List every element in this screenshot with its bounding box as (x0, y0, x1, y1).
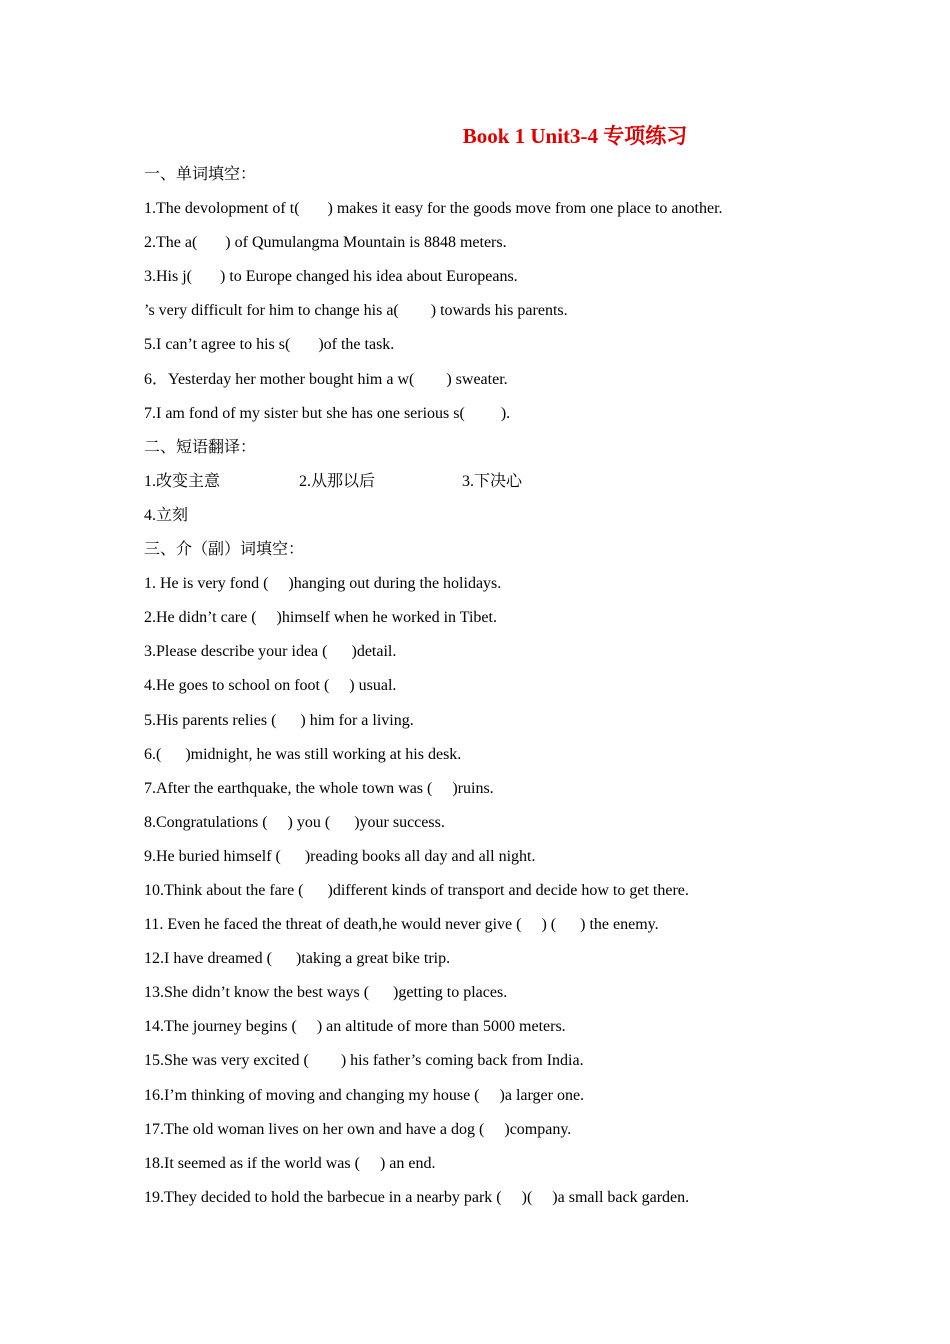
section-heading-word-fill: 一、单词填空： (144, 166, 257, 183)
exercise-item: 1. He is very fond ( )hanging out during the holidays. (144, 575, 502, 593)
phrase-row (144, 465, 844, 499)
phrase-item: 3.下决心 (462, 472, 523, 490)
page-title: Book 1 Unit3-4 专项练习 (462, 124, 688, 148)
exercise-item: 14.The journey begins ( ) an altitude of more than 5000 meters. (144, 1018, 566, 1036)
exercise-item: 5.His parents relies ( ) him for a living. (144, 711, 414, 729)
exercise-item: 15.She was very excited ( ) his father’s coming back from India. (144, 1052, 584, 1070)
exercise-item: 2.He didn’t care ( )himself when he worked in Tibet. (144, 609, 497, 627)
phrase-item: 2.从那以后 (299, 472, 376, 490)
exercise-item: 7.I am fond of my sister but she has one serious s( ). (144, 404, 511, 422)
exercise-item: 6．Yesterday her mother bought him a w( ) sweater. (144, 370, 508, 388)
exercise-item: 1.The devolopment of t( ) makes it easy for the goods move from one place to another. (144, 200, 723, 218)
exercise-item: 3.His j( ) to Europe changed his idea about Europeans. (144, 268, 518, 286)
exercise-item: 11. Even he faced the threat of death,he would never give ( ) ( ) the enemy. (144, 916, 659, 934)
exercise-item: 17.The old woman lives on her own and have a dog ( )company. (144, 1120, 572, 1138)
exercise-item: 19.They decided to hold the barbecue in a nearby park ( )( )a small back garden. (144, 1188, 690, 1206)
exercise-item: 7.After the earthquake, the whole town was ( )ruins. (144, 779, 494, 797)
exercise-item: 8.Congratulations ( ) you ( )your success. (144, 813, 445, 831)
exercise-item: 18.It seemed as if the world was ( ) an end. (144, 1154, 436, 1172)
worksheet-body (144, 158, 844, 1215)
phrase-item: 4.立刻 (144, 506, 189, 524)
exercise-item: 10.Think about the fare ( )different kinds of transport and decide how to get there. (144, 881, 689, 899)
phrase-item: 1.改变主意 (144, 472, 221, 490)
section-heading-preposition-fill: 三、介（副）词填空： (144, 541, 305, 559)
exercise-item: 4.He goes to school on foot ( ) usual. (144, 677, 397, 695)
phrase-row (144, 499, 844, 533)
exercise-item: 5.I can’t agree to his s( )of the task. (144, 336, 395, 354)
exercise-item: 2.The a( ) of Qumulangma Mountain is 8848 meters. (144, 234, 507, 252)
exercise-item: 3.Please describe your idea ( )detail. (144, 643, 397, 661)
exercise-item: 16.I’m thinking of moving and changing my house ( )a larger one. (144, 1086, 585, 1104)
exercise-item: 9.He buried himself ( )reading books all day and all night. (144, 847, 536, 865)
exercise-item: 6.( )midnight, he was still working at his desk. (144, 745, 462, 763)
exercise-item: ’s very difficult for him to change his a( ) towards his parents. (144, 302, 568, 320)
section-heading-phrase-translation: 二、短语翻译： (144, 438, 257, 456)
exercise-item: 13.She didn’t know the best ways ( )getting to places. (144, 984, 508, 1002)
exercise-item: 12.I have dreamed ( )taking a great bike trip. (144, 950, 451, 968)
